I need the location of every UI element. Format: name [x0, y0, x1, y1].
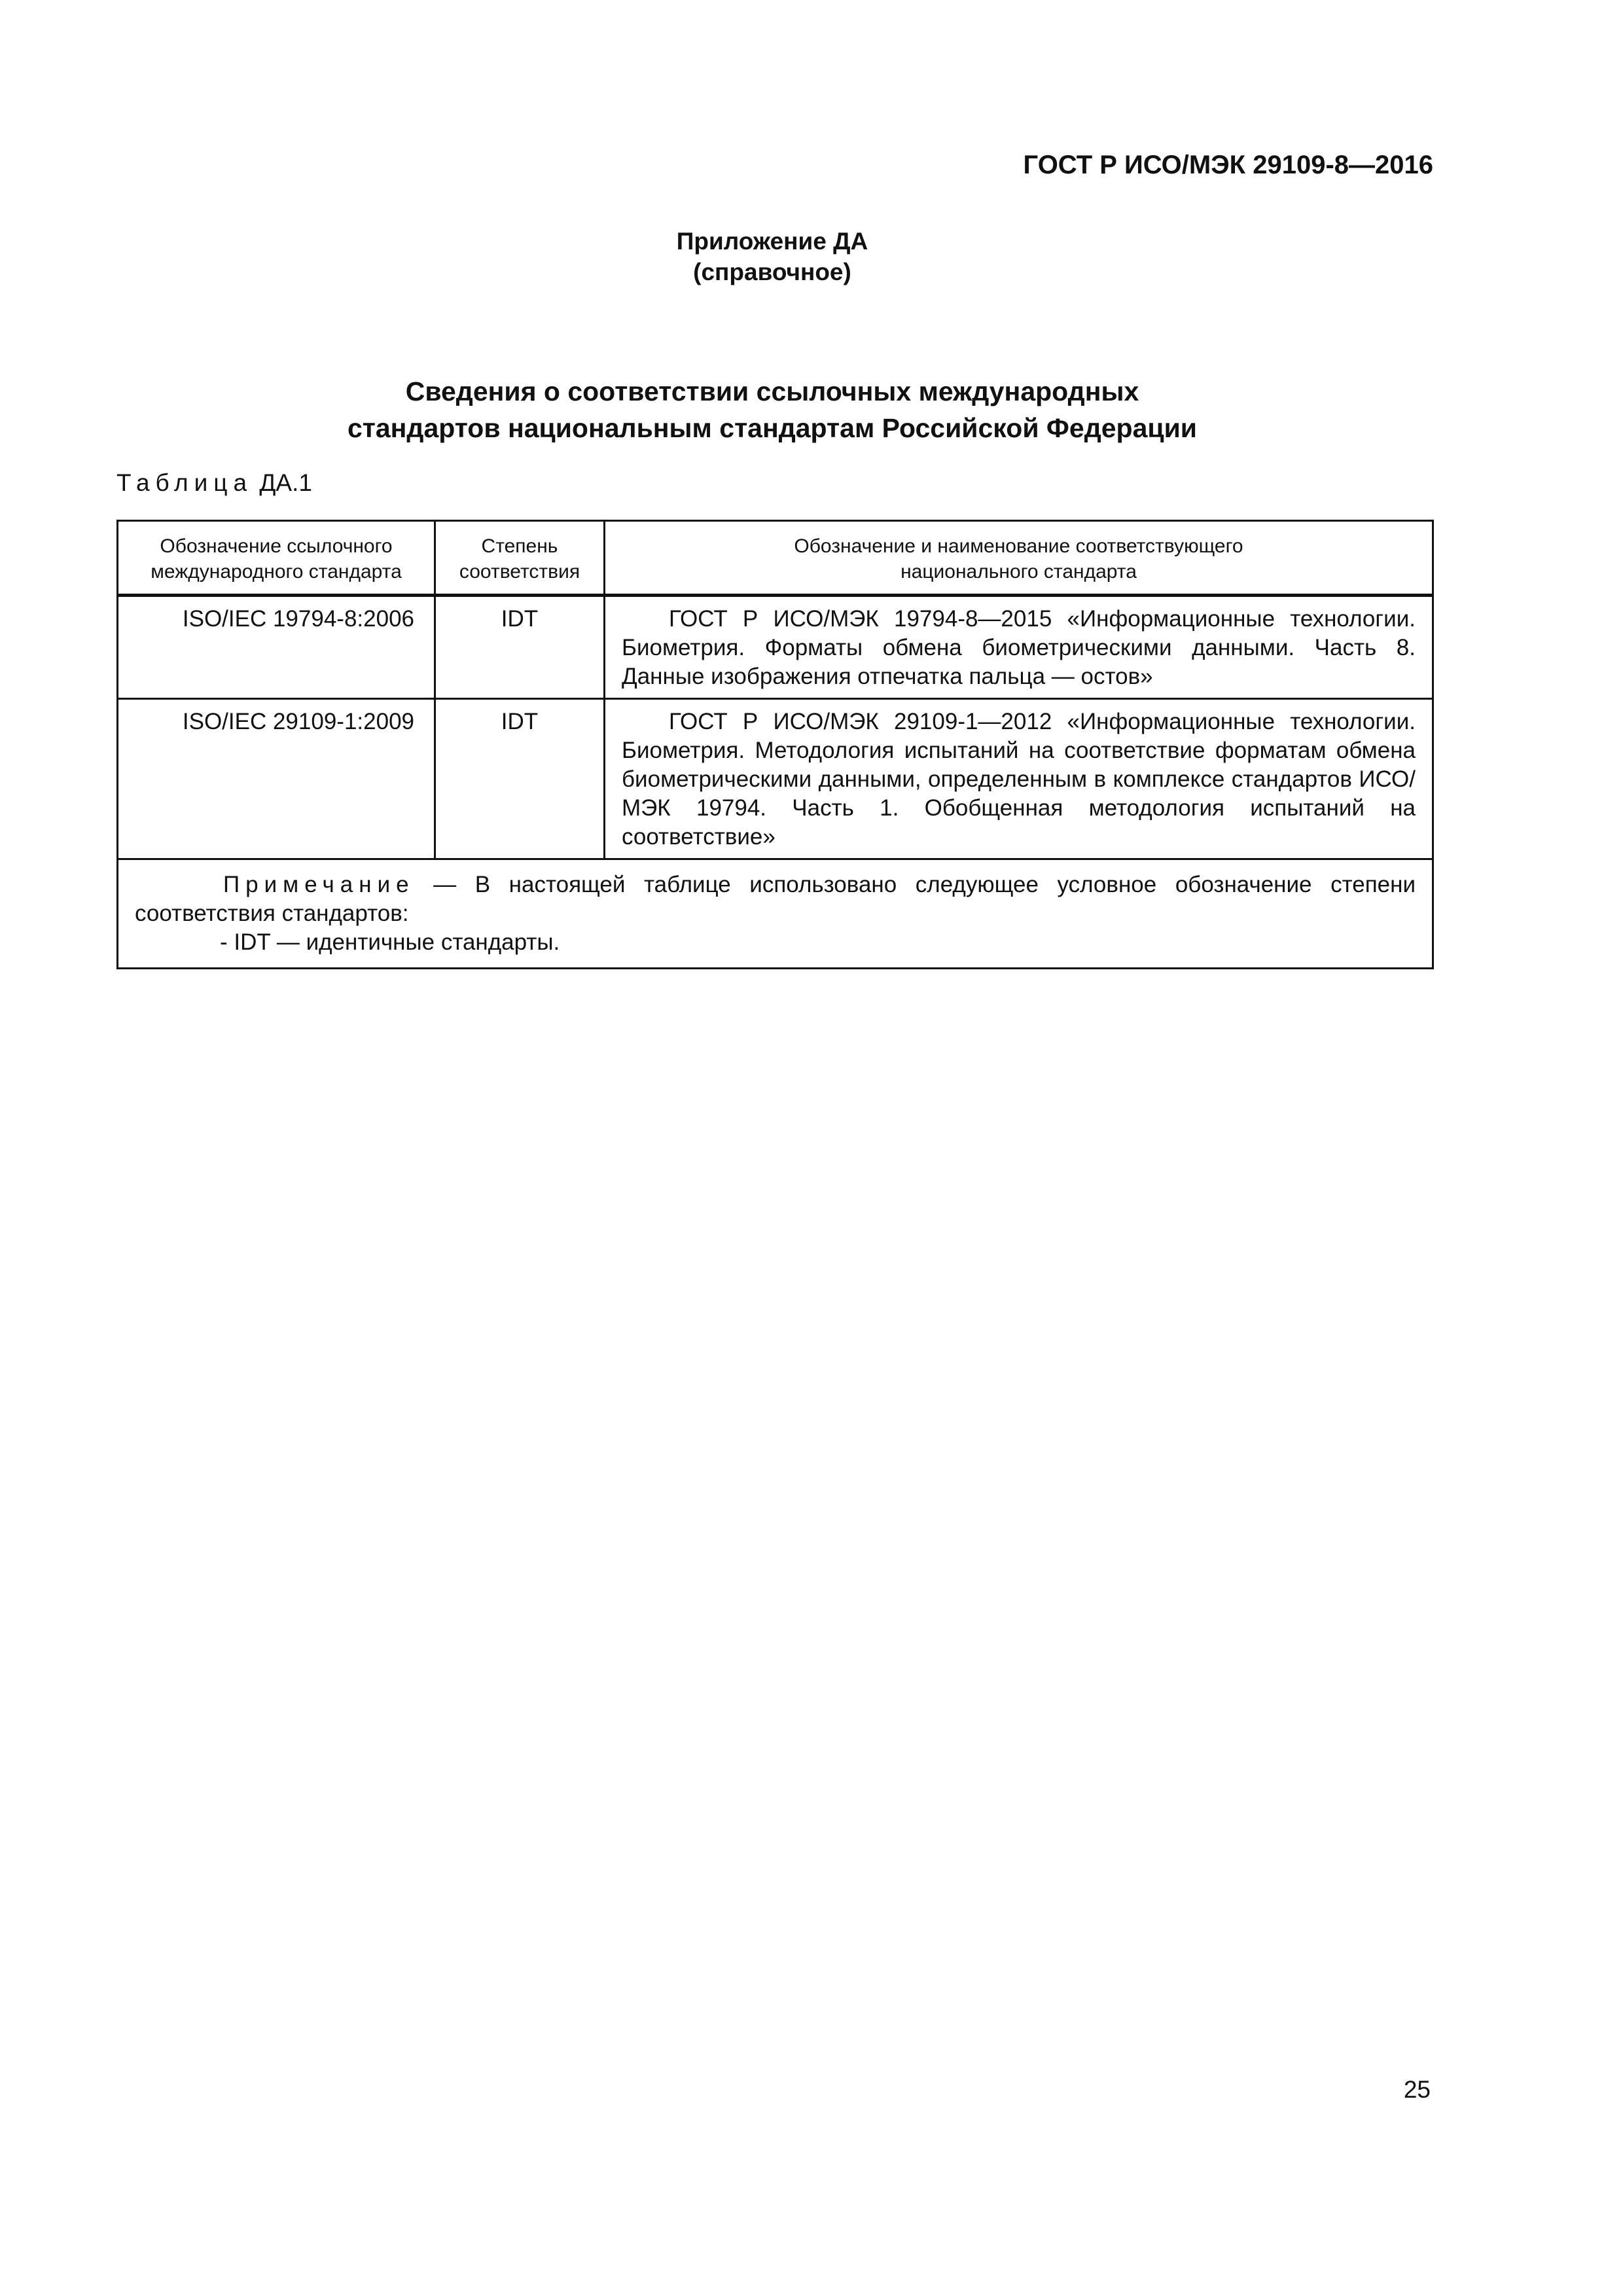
national-standard-cell: ГОСТ Р ИСО/МЭК 29109-1—2012 «Информационные технологии. Биометрия. Методология испытаний на соответствие форматам обмена биометрическими данными, определенным в комплексе стандартов ИСО/МЭК 19794. Часть 1. Обобщенная методология испытаний на соответствие» — [605, 699, 1433, 859]
column-header-line: Обозначение и наименование соответствующего — [794, 535, 1243, 557]
column-header-degree — [435, 521, 605, 596]
column-header-reference — [118, 521, 435, 596]
reference-standard-cell: ISO/IEC 19794-8:2006 — [118, 596, 435, 699]
annex-title — [0, 226, 1544, 287]
conformity-degree-cell: IDT — [435, 699, 605, 859]
table-header-row — [118, 521, 1433, 596]
column-header-line: международного стандарта — [151, 561, 402, 583]
section-heading — [0, 373, 1544, 446]
table-caption-label: Таблица — [116, 469, 253, 496]
section-heading-line-2: стандартов национальным стандартам Российской Федерации — [347, 413, 1198, 443]
annex-label: Приложение ДА — [676, 228, 868, 255]
table-caption — [116, 469, 312, 497]
conformity-degree-cell: IDT — [435, 596, 605, 699]
national-standard-cell: ГОСТ Р ИСО/МЭК 19794-8—2015 «Информационные технологии. Биометрия. Форматы обмена биометрическими данными. Часть 8. Данные изображения отпечатка пальца — остов» — [605, 596, 1433, 699]
table-note — [118, 859, 1433, 969]
annex-type: (справочное) — [693, 259, 851, 285]
note-item: - IDT — идентичные стандарты. — [220, 929, 560, 955]
section-heading-line-1: Сведения о соответствии ссылочных международных — [405, 376, 1139, 406]
table-row — [118, 596, 1433, 699]
column-header-national — [605, 521, 1433, 596]
note-label: Примечание — [223, 872, 415, 897]
column-header-line: соответствия — [459, 561, 580, 583]
table-row — [118, 699, 1433, 859]
document-code: ГОСТ Р ИСО/МЭК 29109-8—2016 — [1023, 151, 1433, 179]
note-body: — В настоящей таблице использовано следующее условное обозначение степени соответствия стандартов: — [135, 872, 1416, 926]
column-header-line: Степень — [481, 535, 558, 557]
page-number: 25 — [1403, 2076, 1431, 2103]
column-header-line: Обозначение ссылочного — [160, 535, 393, 557]
column-header-line: национального стандарта — [901, 561, 1137, 583]
conformity-table — [116, 520, 1434, 969]
table-caption-number: ДА.1 — [259, 469, 312, 496]
reference-standard-cell: ISO/IEC 29109-1:2009 — [118, 699, 435, 859]
table-note-row — [118, 859, 1433, 969]
note-text — [135, 870, 1416, 928]
